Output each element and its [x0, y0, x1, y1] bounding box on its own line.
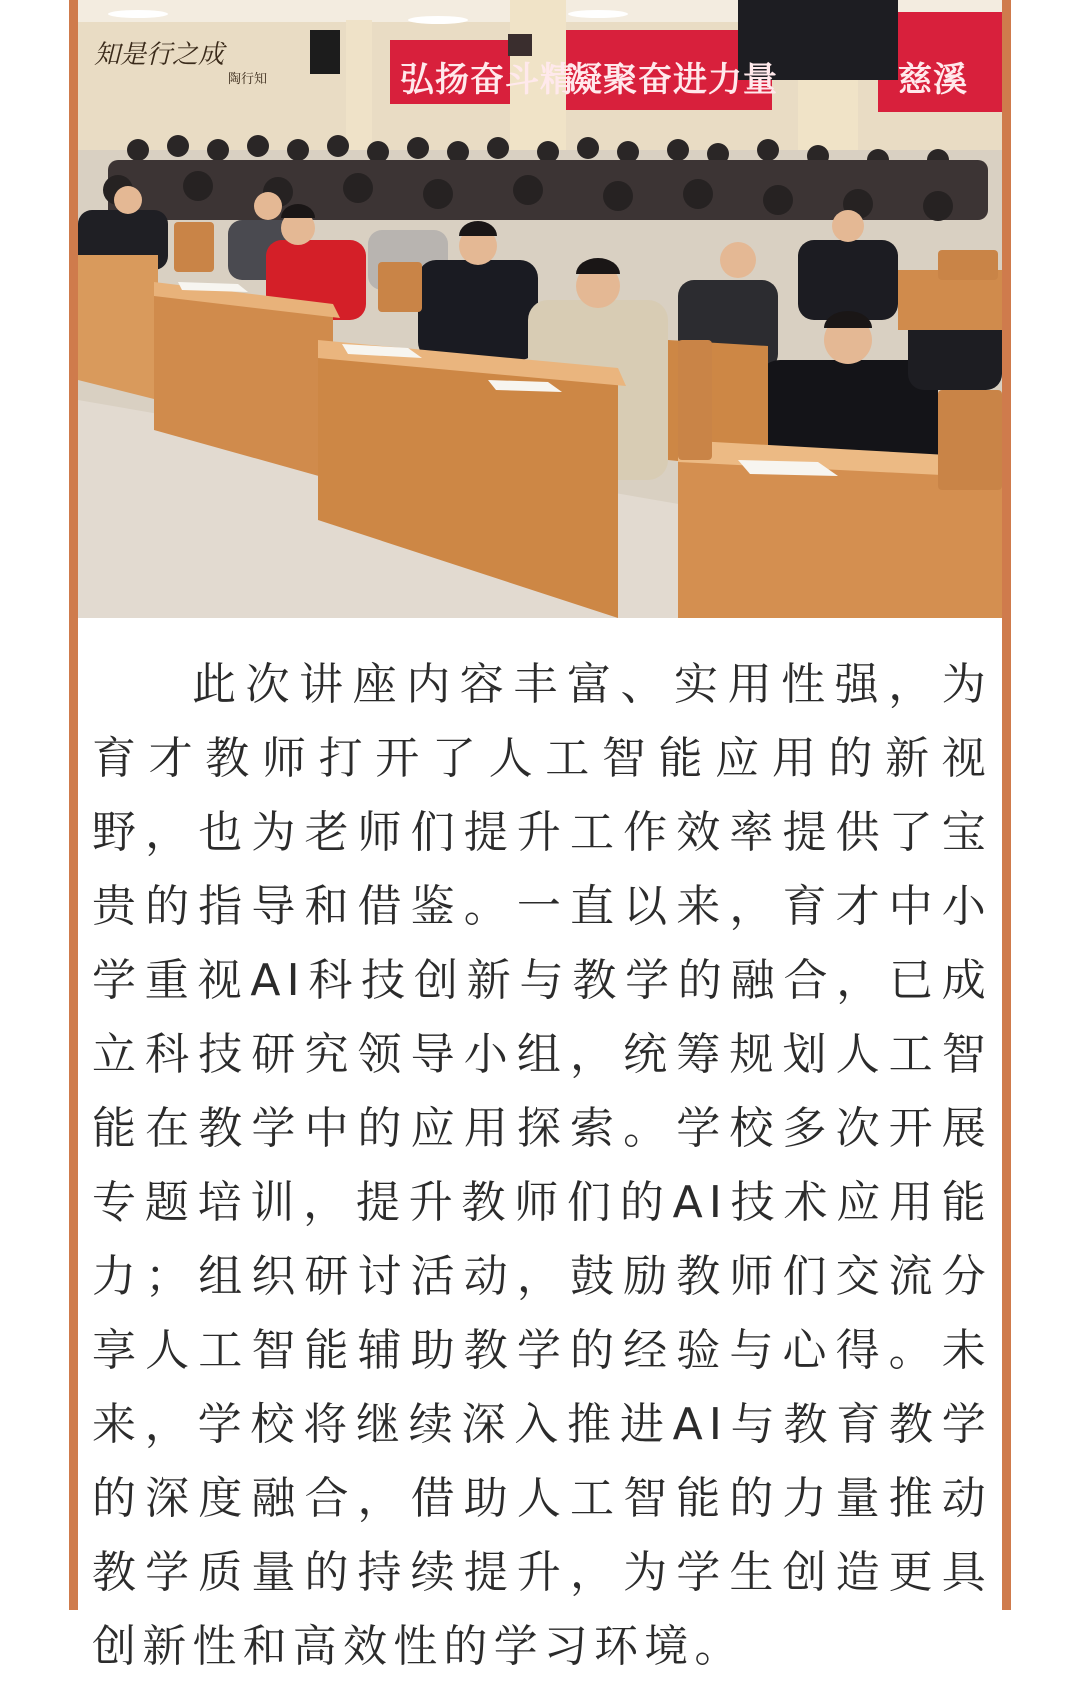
banner-text-left: 弘扬奋斗精: [400, 60, 575, 100]
article-paragraph: 此次讲座内容丰富、实用性强，为育才教师打开了人工智能应用的新视野，也为老师们提升工作效率提供了宝贵的指导和借鉴。一直以来，育才中小学重视AI科技创新与教学的融合，已成立科技研究领导小组，统筹规划人工智能在教学中的应用探索。学校多次开展专题培训，提升教师们的AI技术应用能力；组织研讨活动，鼓励教师们交流分享人工智能辅助教学的经验与心得。未来，学校将继续深入推进AI与教育教学的深度融合，借助人工智能的力量推动教学质量的持续提升，为学生创造更具创新性和高效性的学习环境。: [92, 659, 992, 1672]
wall-calligraphy: 知是行之成: [94, 40, 225, 70]
lecture-photo: [78, 0, 1002, 618]
banner-text-middle: 凝聚奋进力量: [568, 60, 778, 100]
banner-text-right: 慈溪: [898, 60, 968, 100]
frame-right-border: [1002, 0, 1011, 1610]
calligraphy-signature: 陶行知: [228, 72, 268, 87]
frame-left-border: [69, 0, 78, 1610]
